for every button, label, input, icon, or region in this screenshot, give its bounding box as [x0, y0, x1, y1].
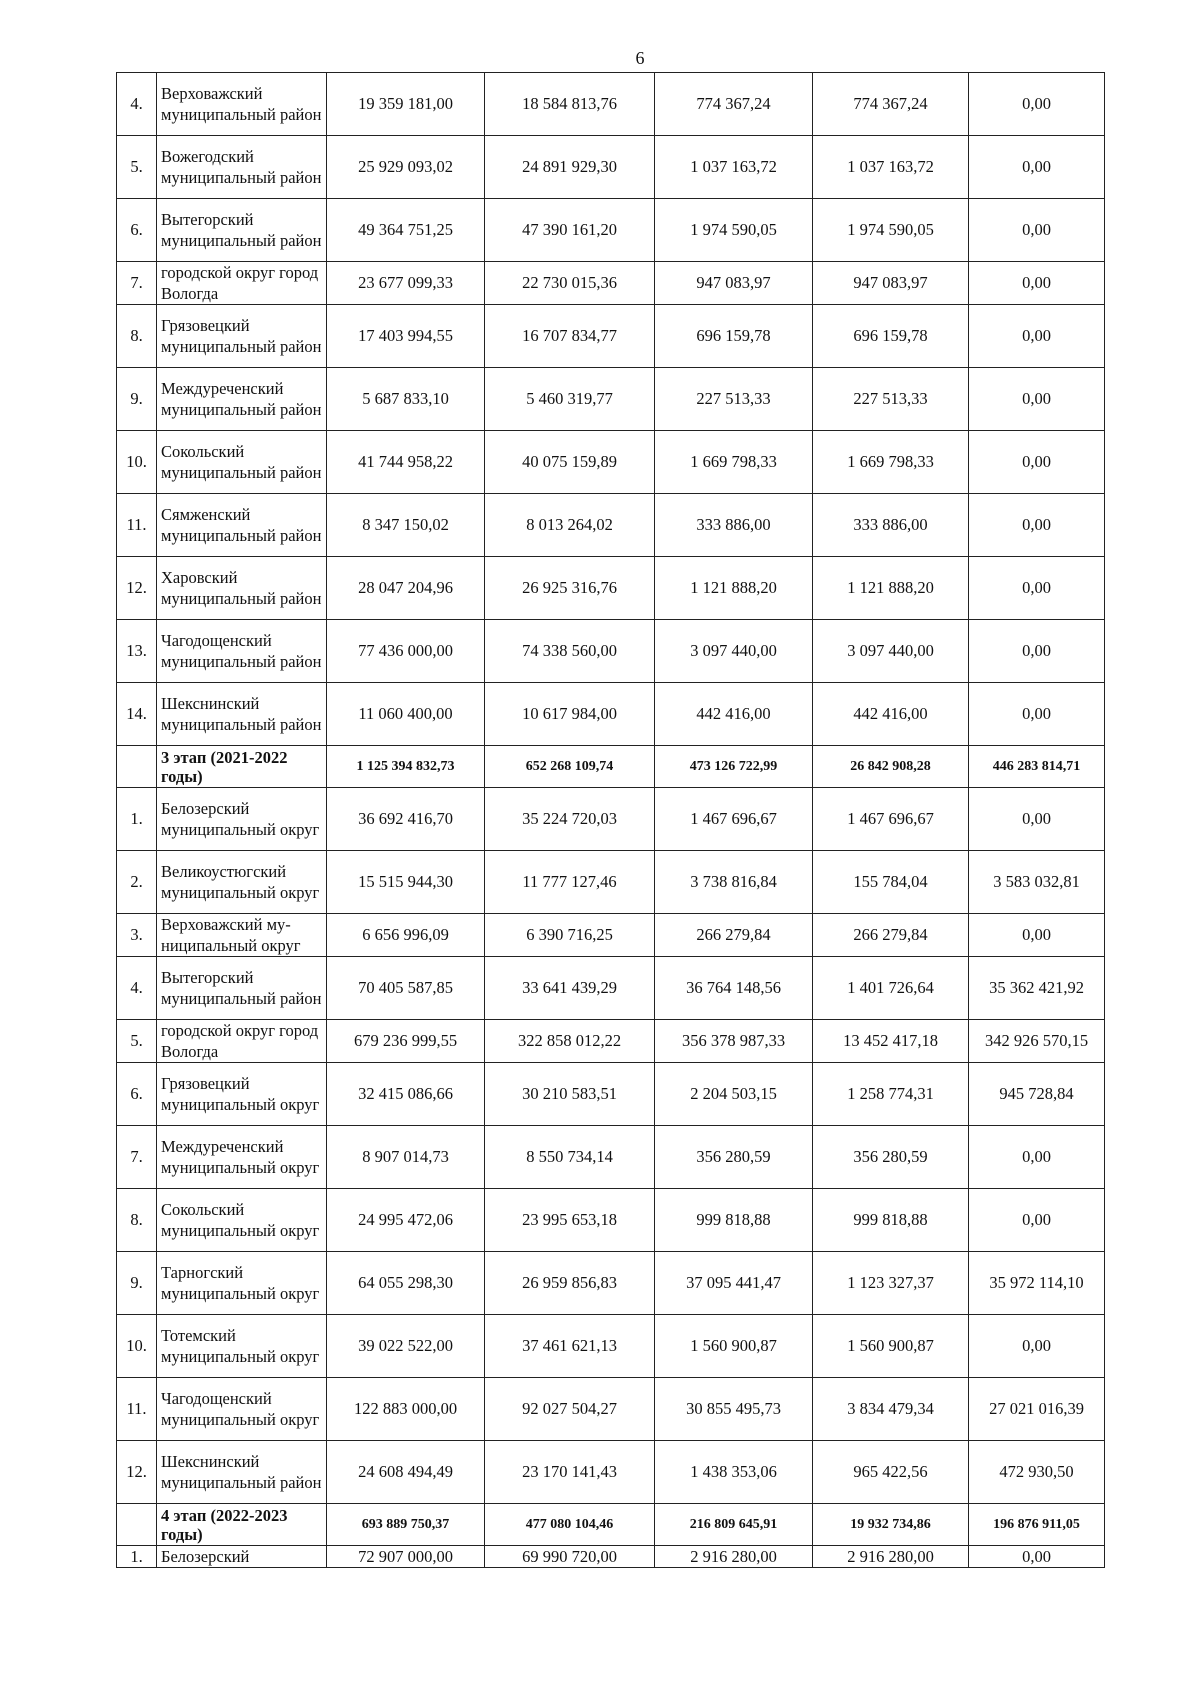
regional-total-value: 1 438 353,06: [655, 1441, 813, 1504]
regional-total-value: 442 416,00: [655, 683, 813, 746]
table-row: [117, 620, 1105, 683]
regional-total-value: 36 764 148,56: [655, 957, 813, 1020]
municipality-name: Грязовецкий муниципальный округ: [157, 1063, 327, 1126]
total-value: 11 060 400,00: [327, 683, 485, 746]
municipality-name: Чагодощенский муниципальный округ: [157, 1378, 327, 1441]
federal-value: 35 224 720,03: [485, 788, 655, 851]
regional-total-value: 227 513,33: [655, 368, 813, 431]
row-number: 6.: [117, 1063, 157, 1126]
federal-value: 69 990 720,00: [485, 1546, 655, 1568]
extra-value: 0,00: [969, 494, 1105, 557]
municipality-name: Верховажский муниципальный район: [157, 73, 327, 136]
municipality-name: 4 этап (2022-2023 годы): [157, 1504, 327, 1546]
regional-value: 227 513,33: [813, 368, 969, 431]
regional-total-value: 30 855 495,73: [655, 1378, 813, 1441]
regional-total-value: 3 738 816,84: [655, 851, 813, 914]
table-row: [117, 1546, 1105, 1568]
regional-total-value: 356 378 987,33: [655, 1020, 813, 1063]
table-row: [117, 788, 1105, 851]
row-number: [117, 746, 157, 788]
regional-value: 1 467 696,67: [813, 788, 969, 851]
table-row: [117, 431, 1105, 494]
extra-value: 0,00: [969, 73, 1105, 136]
federal-value: 47 390 161,20: [485, 199, 655, 262]
regional-total-value: 1 121 888,20: [655, 557, 813, 620]
municipality-name: Вытегорский муниципальный район: [157, 957, 327, 1020]
table-row: [117, 368, 1105, 431]
table-row: [117, 73, 1105, 136]
extra-value: 27 021 016,39: [969, 1378, 1105, 1441]
regional-value: 2 916 280,00: [813, 1546, 969, 1568]
federal-value: 6 390 716,25: [485, 914, 655, 957]
table-row: [117, 957, 1105, 1020]
regional-value: 696 159,78: [813, 305, 969, 368]
municipality-name: Шекснинский муниципальный район: [157, 1441, 327, 1504]
extra-value: 0,00: [969, 914, 1105, 957]
total-value: 24 608 494,49: [327, 1441, 485, 1504]
extra-value: 0,00: [969, 1315, 1105, 1378]
municipality-name: городской округ город Вологда: [157, 262, 327, 305]
municipality-name: Грязовецкий муниципальный район: [157, 305, 327, 368]
table-row: [117, 199, 1105, 262]
regional-total-value: 3 097 440,00: [655, 620, 813, 683]
regional-value: 947 083,97: [813, 262, 969, 305]
regional-total-value: 999 818,88: [655, 1189, 813, 1252]
federal-value: 24 891 929,30: [485, 136, 655, 199]
total-value: 19 359 181,00: [327, 73, 485, 136]
table-row: [117, 851, 1105, 914]
table-row: [117, 683, 1105, 746]
regional-value: 19 932 734,86: [813, 1504, 969, 1546]
total-value: 693 889 750,37: [327, 1504, 485, 1546]
regional-total-value: 333 886,00: [655, 494, 813, 557]
extra-value: 0,00: [969, 431, 1105, 494]
municipality-name: Междуреченский муниципальный округ: [157, 1126, 327, 1189]
federal-value: 10 617 984,00: [485, 683, 655, 746]
stage-total-row: [117, 746, 1105, 788]
budget-table: [116, 72, 1105, 1568]
table-row: [117, 1189, 1105, 1252]
extra-value: 0,00: [969, 136, 1105, 199]
total-value: 17 403 994,55: [327, 305, 485, 368]
total-value: 41 744 958,22: [327, 431, 485, 494]
regional-value: 1 669 798,33: [813, 431, 969, 494]
federal-value: 30 210 583,51: [485, 1063, 655, 1126]
extra-value: 0,00: [969, 557, 1105, 620]
row-number: 8.: [117, 305, 157, 368]
table-row: [117, 1441, 1105, 1504]
row-number: 9.: [117, 1252, 157, 1315]
regional-total-value: 774 367,24: [655, 73, 813, 136]
extra-value: 472 930,50: [969, 1441, 1105, 1504]
regional-value: 965 422,56: [813, 1441, 969, 1504]
total-value: 6 656 996,09: [327, 914, 485, 957]
row-number: 12.: [117, 1441, 157, 1504]
federal-value: 477 080 104,46: [485, 1504, 655, 1546]
municipality-name: Сокольский муниципальный округ: [157, 1189, 327, 1252]
regional-total-value: 1 467 696,67: [655, 788, 813, 851]
regional-value: 1 560 900,87: [813, 1315, 969, 1378]
row-number: 5.: [117, 1020, 157, 1063]
row-number: 10.: [117, 1315, 157, 1378]
extra-value: 0,00: [969, 305, 1105, 368]
total-value: 122 883 000,00: [327, 1378, 485, 1441]
total-value: 39 022 522,00: [327, 1315, 485, 1378]
regional-total-value: 216 809 645,91: [655, 1504, 813, 1546]
regional-value: 1 974 590,05: [813, 199, 969, 262]
federal-value: 8 550 734,14: [485, 1126, 655, 1189]
regional-value: 155 784,04: [813, 851, 969, 914]
total-value: 72 907 000,00: [327, 1546, 485, 1568]
federal-value: 26 959 856,83: [485, 1252, 655, 1315]
extra-value: 945 728,84: [969, 1063, 1105, 1126]
municipality-name: Тарногский муниципальный округ: [157, 1252, 327, 1315]
page-number: 6: [635, 48, 645, 68]
regional-value: 13 452 417,18: [813, 1020, 969, 1063]
regional-total-value: 2 204 503,15: [655, 1063, 813, 1126]
municipality-name: Чагодощенский муниципальный район: [157, 620, 327, 683]
extra-value: 0,00: [969, 262, 1105, 305]
regional-total-value: 947 083,97: [655, 262, 813, 305]
stage-total-row: [117, 1504, 1105, 1546]
total-value: 679 236 999,55: [327, 1020, 485, 1063]
total-value: 25 929 093,02: [327, 136, 485, 199]
federal-value: 23 995 653,18: [485, 1189, 655, 1252]
extra-value: 342 926 570,15: [969, 1020, 1105, 1063]
total-value: 24 995 472,06: [327, 1189, 485, 1252]
row-number: 10.: [117, 431, 157, 494]
row-number: 4.: [117, 73, 157, 136]
municipality-name: 3 этап (2021-2022 годы): [157, 746, 327, 788]
table-row: [117, 914, 1105, 957]
regional-value: 26 842 908,28: [813, 746, 969, 788]
table-row: [117, 1126, 1105, 1189]
municipality-name: Харовский муниципальный район: [157, 557, 327, 620]
regional-total-value: 1 037 163,72: [655, 136, 813, 199]
regional-total-value: 696 159,78: [655, 305, 813, 368]
federal-value: 5 460 319,77: [485, 368, 655, 431]
row-number: 14.: [117, 683, 157, 746]
extra-value: 0,00: [969, 683, 1105, 746]
total-value: 5 687 833,10: [327, 368, 485, 431]
federal-value: 40 075 159,89: [485, 431, 655, 494]
regional-value: 3 834 479,34: [813, 1378, 969, 1441]
table-row: [117, 1063, 1105, 1126]
extra-value: 35 972 114,10: [969, 1252, 1105, 1315]
extra-value: 3 583 032,81: [969, 851, 1105, 914]
regional-total-value: 473 126 722,99: [655, 746, 813, 788]
total-value: 49 364 751,25: [327, 199, 485, 262]
municipality-name: Тотемский муниципальный округ: [157, 1315, 327, 1378]
federal-value: 37 461 621,13: [485, 1315, 655, 1378]
municipality-name: Белозерский: [157, 1546, 327, 1568]
regional-value: 1 258 774,31: [813, 1063, 969, 1126]
row-number: 2.: [117, 851, 157, 914]
federal-value: 33 641 439,29: [485, 957, 655, 1020]
municipality-name: городской округ город Вологда: [157, 1020, 327, 1063]
total-value: 23 677 099,33: [327, 262, 485, 305]
regional-value: 356 280,59: [813, 1126, 969, 1189]
regional-total-value: 37 095 441,47: [655, 1252, 813, 1315]
federal-value: 322 858 012,22: [485, 1020, 655, 1063]
table-row: [117, 557, 1105, 620]
total-value: 15 515 944,30: [327, 851, 485, 914]
table-row: [117, 1252, 1105, 1315]
federal-value: 8 013 264,02: [485, 494, 655, 557]
federal-value: 74 338 560,00: [485, 620, 655, 683]
federal-value: 22 730 015,36: [485, 262, 655, 305]
row-number: [117, 1504, 157, 1546]
total-value: 8 907 014,73: [327, 1126, 485, 1189]
regional-value: 442 416,00: [813, 683, 969, 746]
extra-value: 446 283 814,71: [969, 746, 1105, 788]
municipality-name: Сокольский муниципальный район: [157, 431, 327, 494]
table-row: [117, 1020, 1105, 1063]
row-number: 9.: [117, 368, 157, 431]
total-value: 64 055 298,30: [327, 1252, 485, 1315]
total-value: 8 347 150,02: [327, 494, 485, 557]
table-body: [117, 73, 1105, 1568]
total-value: 28 047 204,96: [327, 557, 485, 620]
extra-value: 0,00: [969, 1546, 1105, 1568]
total-value: 70 405 587,85: [327, 957, 485, 1020]
row-number: 3.: [117, 914, 157, 957]
regional-value: 3 097 440,00: [813, 620, 969, 683]
municipality-name: Белозерский муниципальный округ: [157, 788, 327, 851]
total-value: 77 436 000,00: [327, 620, 485, 683]
municipality-name: Вытегорский муниципальный район: [157, 199, 327, 262]
extra-value: 0,00: [969, 199, 1105, 262]
total-value: 36 692 416,70: [327, 788, 485, 851]
total-value: 1 125 394 832,73: [327, 746, 485, 788]
federal-value: 26 925 316,76: [485, 557, 655, 620]
federal-value: 92 027 504,27: [485, 1378, 655, 1441]
extra-value: 35 362 421,92: [969, 957, 1105, 1020]
row-number: 7.: [117, 262, 157, 305]
extra-value: 0,00: [969, 1126, 1105, 1189]
regional-value: 1 123 327,37: [813, 1252, 969, 1315]
regional-value: 1 037 163,72: [813, 136, 969, 199]
row-number: 13.: [117, 620, 157, 683]
table-row: [117, 1378, 1105, 1441]
total-value: 32 415 086,66: [327, 1063, 485, 1126]
regional-value: 1 121 888,20: [813, 557, 969, 620]
regional-value: 774 367,24: [813, 73, 969, 136]
table-row: [117, 136, 1105, 199]
row-number: 5.: [117, 136, 157, 199]
row-number: 12.: [117, 557, 157, 620]
regional-total-value: 266 279,84: [655, 914, 813, 957]
row-number: 7.: [117, 1126, 157, 1189]
federal-value: 23 170 141,43: [485, 1441, 655, 1504]
regional-value: 333 886,00: [813, 494, 969, 557]
row-number: 11.: [117, 1378, 157, 1441]
federal-value: 16 707 834,77: [485, 305, 655, 368]
regional-value: 266 279,84: [813, 914, 969, 957]
regional-value: 1 401 726,64: [813, 957, 969, 1020]
municipality-name: Вожегодский муниципальный район: [157, 136, 327, 199]
table-row: [117, 494, 1105, 557]
regional-total-value: 1 560 900,87: [655, 1315, 813, 1378]
regional-total-value: 1 974 590,05: [655, 199, 813, 262]
row-number: 8.: [117, 1189, 157, 1252]
table-row: [117, 305, 1105, 368]
regional-total-value: 1 669 798,33: [655, 431, 813, 494]
federal-value: 18 584 813,76: [485, 73, 655, 136]
municipality-name: Великоустюгский муниципальный округ: [157, 851, 327, 914]
municipality-name: Верховажский му-ниципальный округ: [157, 914, 327, 957]
row-number: 1.: [117, 1546, 157, 1568]
row-number: 11.: [117, 494, 157, 557]
row-number: 4.: [117, 957, 157, 1020]
federal-value: 11 777 127,46: [485, 851, 655, 914]
regional-total-value: 2 916 280,00: [655, 1546, 813, 1568]
municipality-name: Шекснинский муниципальный район: [157, 683, 327, 746]
row-number: 6.: [117, 199, 157, 262]
municipality-name: Сямженский муниципальный район: [157, 494, 327, 557]
extra-value: 0,00: [969, 788, 1105, 851]
extra-value: 0,00: [969, 1189, 1105, 1252]
extra-value: 0,00: [969, 620, 1105, 683]
extra-value: 196 876 911,05: [969, 1504, 1105, 1546]
table-row: [117, 1315, 1105, 1378]
row-number: 1.: [117, 788, 157, 851]
regional-value: 999 818,88: [813, 1189, 969, 1252]
regional-total-value: 356 280,59: [655, 1126, 813, 1189]
table-row: [117, 262, 1105, 305]
extra-value: 0,00: [969, 368, 1105, 431]
municipality-name: Междуреченский муниципальный район: [157, 368, 327, 431]
federal-value: 652 268 109,74: [485, 746, 655, 788]
